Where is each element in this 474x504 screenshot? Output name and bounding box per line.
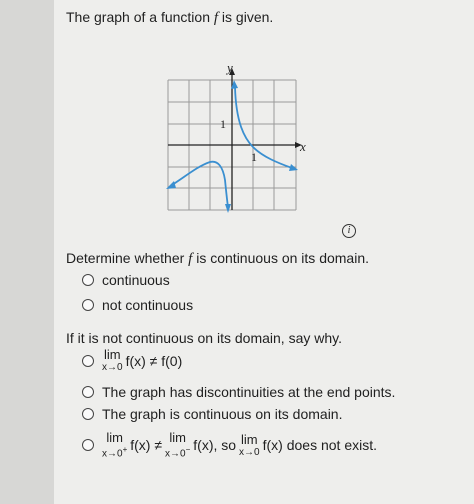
radio-continuous[interactable] [82,274,94,286]
curve-left-branch [172,162,228,207]
radio-not-continuous[interactable] [82,299,94,311]
question-continuity: Determine whether f is continuous on its domain. [66,250,369,267]
curve-right-branch [235,87,292,168]
left-branch-end-arrow [225,204,231,213]
option-discontinuities-end-points[interactable] [82,384,395,400]
x-tick-label: 1 [251,150,257,164]
option-discontinuities-label: The graph has discontinuities at the end points. [102,384,396,400]
question-reason: If it is not continuous on its domain, say why. [66,330,342,346]
limit-notation: lim x→0 [102,347,123,373]
option-graph-continuous[interactable] [82,406,342,422]
option-not-continuous-label: not continuous [102,297,194,313]
left-limit-notation: lim x→0− [165,430,191,460]
radio-graph-continuous[interactable] [82,408,94,420]
y-axis-label: y [227,62,233,75]
option-lim-not-equal-f0[interactable] [82,348,185,373]
right-limit-notation: lim x→0+ [102,430,128,460]
option-not-continuous[interactable] [82,297,193,313]
problem-prompt: The graph of a function f is given. [66,9,274,26]
right-branch-end-arrow [289,164,298,171]
two-sided-limit-notation: lim x→0 [239,431,260,458]
left-limit-expression: f(x), so [193,437,237,454]
info-icon[interactable]: i [342,224,356,238]
y-tick-label: 1 [220,117,226,131]
option-limit-does-not-exist[interactable] [82,431,380,459]
radio-limit-does-not-exist[interactable] [82,439,94,451]
limit-expression: f(x) ≠ f(0) [125,352,183,369]
x-axis-label: x [300,139,306,154]
radio-discontinuities-end-points[interactable] [82,386,94,398]
limit-conclusion: f(x) does not exist. [262,437,377,454]
option-graph-continuous-label: The graph is continuous on its domain. [102,406,343,422]
option-continuous-label: continuous [102,272,170,288]
option-continuous[interactable] [82,272,170,288]
radio-lim-not-equal-f0[interactable] [82,355,94,367]
function-graph [160,62,310,217]
right-limit-expression: f(x) ≠ [130,437,163,454]
